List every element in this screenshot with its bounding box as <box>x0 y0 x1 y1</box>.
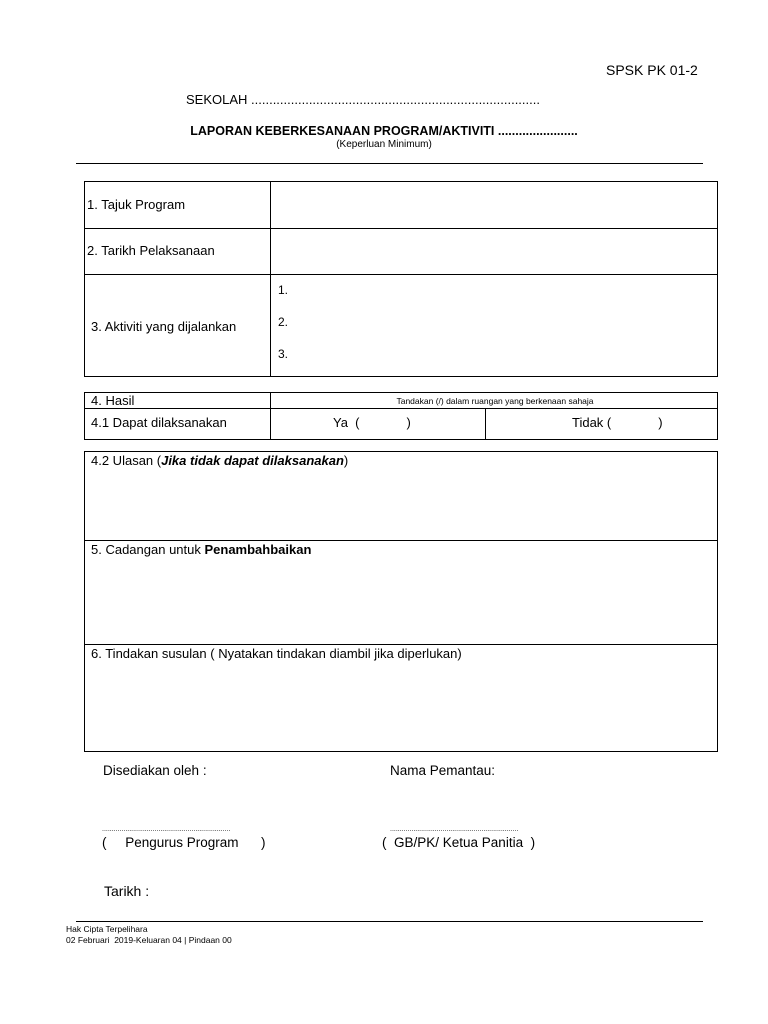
table-divider <box>85 408 717 409</box>
issue-info: 02 Februari 2019-Keluaran 04 | Pindaan 00 <box>66 935 232 945</box>
followup-section[interactable] <box>85 645 717 751</box>
table-row <box>85 229 717 275</box>
table-divider <box>485 409 486 439</box>
implemented-label: 4.1 Dapat dilaksanakan <box>91 415 227 430</box>
review-label: 4.2 Ulasan (Jika tidak dapat dilaksanakan) <box>91 453 349 468</box>
review-section[interactable] <box>85 452 717 541</box>
comments-table <box>84 451 718 752</box>
header-divider <box>76 163 703 164</box>
role-left: ( Pengurus Program ) <box>102 835 266 850</box>
program-info-table <box>84 181 718 377</box>
followup-label: 6. Tindakan susulan ( Nyatakan tindakan diambil jika diperlukan) <box>91 646 462 661</box>
form-code: SPSK PK 01-2 <box>606 62 698 78</box>
table-row <box>85 182 717 229</box>
suggestion-section[interactable] <box>85 541 717 645</box>
results-instruction: Tandakan (/) dalam ruangan yang berkenaan sahaja <box>396 396 594 406</box>
prepared-by-label: Disediakan oleh : <box>103 763 207 778</box>
signature-line-left[interactable]: .................................................................. <box>102 826 231 833</box>
no-checkbox[interactable]: Tidak ( ) <box>572 415 663 430</box>
copyright-text: Hak Cipta Terpelihara <box>66 924 148 934</box>
activity-number: 1. <box>278 283 289 297</box>
date-label: Tarikh : <box>104 883 150 899</box>
activities-label: 3. Aktiviti yang dijalankan <box>91 319 237 334</box>
monitor-name-label: Nama Pemantau: <box>390 763 496 778</box>
activity-number: 3. <box>278 347 289 361</box>
role-right: ( GB/PK/ Ketua Panitia ) <box>382 835 536 850</box>
page-subtitle: (Keperluan Minimum) <box>336 139 432 150</box>
implementation-date-label: 2. Tarikh Pelaksanaan <box>87 243 215 258</box>
school-line: SEKOLAH ................................................................................ <box>186 92 540 107</box>
table-row <box>85 275 717 376</box>
footer-divider <box>76 921 703 922</box>
program-title-label: 1. Tajuk Program <box>87 197 186 212</box>
results-heading: 4. Hasil <box>91 393 135 408</box>
suggestion-label: 5. Cadangan untuk Penambahbaikan <box>91 542 312 557</box>
page-title: LAPORAN KEBERKESANAAN PROGRAM/AKTIVITI ....................... <box>190 124 578 138</box>
activity-number: 2. <box>278 315 289 329</box>
yes-checkbox[interactable]: Ya ( ) <box>333 415 411 430</box>
signature-line-right[interactable]: .................................................................. <box>390 826 519 833</box>
results-table <box>84 392 718 440</box>
